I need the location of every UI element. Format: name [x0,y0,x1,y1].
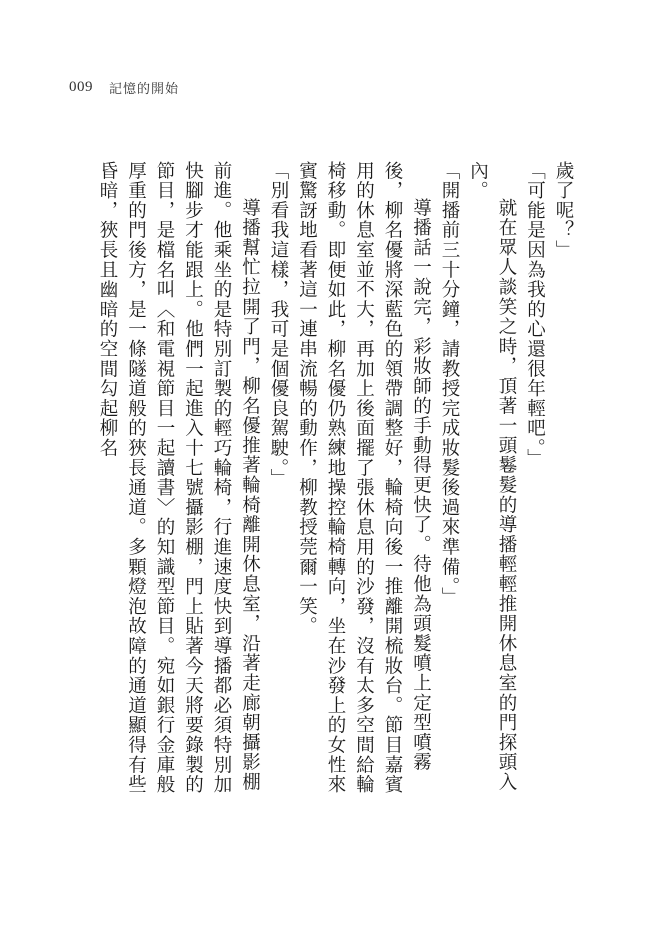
running-header [69,76,179,98]
paragraph: 導播話一說完，彩妝師的手動得更快了。待他為頭髮噴上定型噴霧後，柳名優將深藍色的領帶調整好，輪椅向後一推離開梳妝台。節目嘉賓用的休息室並不大，再加上後面擺了張休息用的沙發，沒有太多空間給輪椅移動。即便如此，柳名優仍熟練地操控輪椅轉向，坐在沙發上的女性來賓驚訝地看著這一連串流暢的動作，柳教授莞爾一笑。 [296,161,432,795]
page-number: 009 [69,78,93,95]
paragraph: 就在眾人談笑之時，頂著一頭鬈髮的導播輕輕推開休息室的門探頭入內。 [467,161,517,792]
paragraph: 導播幫忙拉開了門，柳名優推著輪椅離開休息室，沿著走廊朝攝影棚前進。他乘坐的是特別訂製的輕巧輪椅，行進速度快到導播都必須特別加快腳步才能跟上。他們一起進入十七號攝影棚，門上貼著今天將要錄製的節目，是檔名叫〈和電視節目一起讀書〉的知識型節目。宛如銀行金庫般厚重的門後方，是一條隧道般的狹長通道。多顆燈泡故障的通道顯得有些昏暗，狹長且幽暗的空間勾起柳名 [97,161,261,795]
body-text [93,161,578,811]
paragraph: 「別看我這樣，我可是個優良駕駛。」 [268,161,289,489]
paragraph: 「可能是因為我的心還很年輕吧。」 [524,161,546,469]
paragraph: 「開播前三十分鐘，請教授完成妝髮後過來準備。」 [439,161,460,608]
chapter-title: 記憶的開始 [109,81,180,97]
paragraph: 歲了呢？」 [553,161,574,260]
